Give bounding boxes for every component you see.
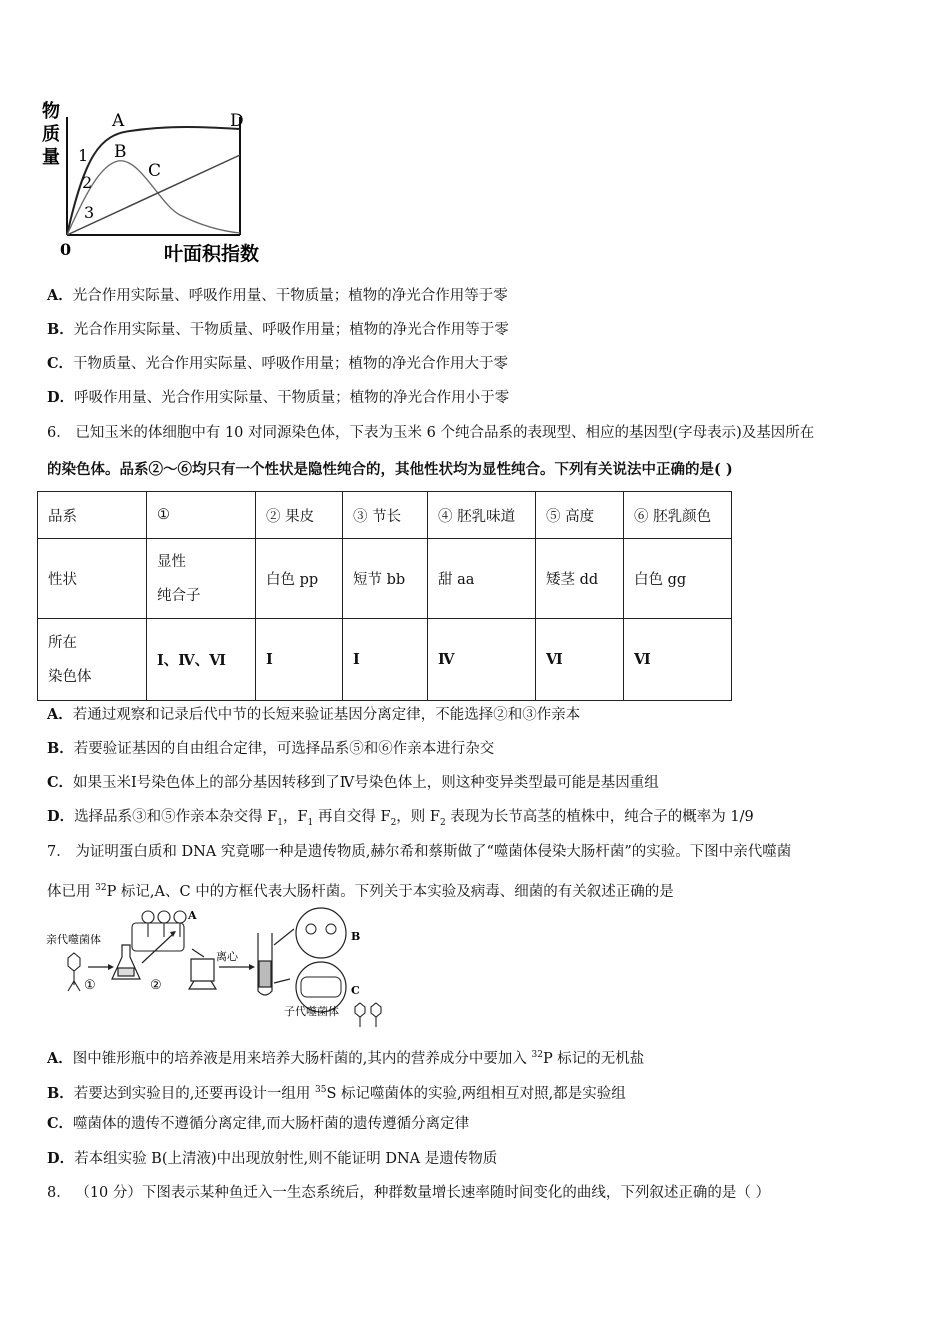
row-label-trait: 性状 xyxy=(38,539,147,619)
supernatant-b-icon xyxy=(296,908,346,958)
gene-table xyxy=(37,491,732,701)
q8-stem: 8． （10 分）下图表示某种鱼迁入一生态系统后，种群数量增长速率随时间变化的曲线，下列叙述正确的是（ ） xyxy=(47,1185,770,1201)
offspring-phage-icon xyxy=(355,1003,381,1027)
y-label-3: 量 xyxy=(42,147,60,168)
q5-option-b: B．光合作用实际量、干物质量、呼吸作用量；植物的净光合作用等于零 xyxy=(47,321,509,338)
phage-experiment-figure xyxy=(44,905,394,1030)
q5-option-a: A．光合作用实际量、呼吸作用量、干物质量；植物的净光合作用等于零 xyxy=(47,287,508,304)
chromosome-cell: Ⅵ xyxy=(624,619,732,701)
parent-phage-label: 亲代噬菌体 xyxy=(46,933,101,946)
q5-option-d: D．呼吸作用量、光合作用实际量、干物质量；植物的净光合作用小于零 xyxy=(47,389,510,406)
curve-label-2: 2 xyxy=(82,173,93,192)
point-a: A xyxy=(112,111,125,131)
header-cell: ① xyxy=(147,492,256,539)
chromosome-cell: Ⅰ xyxy=(256,619,343,701)
q5-option-c: C．干物质量、光合作用实际量、呼吸作用量；植物的净光合作用大于零 xyxy=(47,355,509,372)
header-cell: ② 果皮 xyxy=(256,492,343,539)
q7-option-c: C．噬菌体的遗传不遵循分离定律,而大肠杆菌的遗传遵循分离定律 xyxy=(47,1115,470,1132)
chromosome-cell: Ⅰ xyxy=(343,619,428,701)
centrifuge-tube-icon xyxy=(189,959,216,989)
q6-stem-line1: 6． 已知玉米的体细胞中有 10 对同源染色体，下表为玉米 6 个纯合品系的表现型、相应的基因型(字母表示)及基因所在 xyxy=(47,425,815,441)
arrow-6 xyxy=(274,979,290,983)
q7-option-b: B．若要达到实验目的,还要再设计一组用 $^{35}$S 标记噬菌体的实验,两组相互对照,都是实验组 xyxy=(47,1084,626,1102)
point-b: B xyxy=(114,142,127,162)
header-cell: ③ 节长 xyxy=(343,492,428,539)
label-c: C xyxy=(351,984,360,997)
test-tube-icon xyxy=(258,933,272,995)
y-label-2: 质 xyxy=(42,124,60,145)
table-row xyxy=(38,619,732,701)
trait-cell: 白色 gg xyxy=(624,539,732,619)
point-d: D xyxy=(230,111,244,131)
origin-label: 0 xyxy=(60,240,72,259)
chromosome-cell: Ⅵ xyxy=(536,619,624,701)
q7-stem-line1: 7． 为证明蛋白质和 DNA 究竟哪一种是遗传物质,赫尔希和蔡斯做了“噬菌体侵染大肠杆菌”的实验。下图中亲代噬菌 xyxy=(47,844,792,860)
parent-phage-icon xyxy=(68,953,80,991)
header-cell: ⑥ 胚乳颜色 xyxy=(624,492,732,539)
leaf-area-graph xyxy=(40,95,270,270)
trait-cell: 矮茎 dd xyxy=(536,539,624,619)
row-label-chromosome: 所在 染色体 xyxy=(38,619,147,701)
y-label-1: 物 xyxy=(42,101,60,122)
q6-option-d: D．选择品系③和⑤作亲本杂交得 $F_1$，$F_1$ 再自交得 $F_2$，则 $F_2$ 表现为长节高茎的植株中，纯合子的概率为 1/9 xyxy=(47,808,754,828)
flask-icon xyxy=(112,945,140,979)
q7-option-a: A．图中锥形瓶中的培养液是用来培养大肠杆菌的,其内的营养成分中要加入 $^{32}$P 标记的无机盐 xyxy=(47,1049,645,1067)
q6-option-a: A．若通过观察和记录后代中节的长短来验证基因分离定律，不能选择②和③作亲本 xyxy=(47,706,581,723)
table-row xyxy=(38,492,732,539)
centrifuge-label: 离心 xyxy=(216,950,238,963)
point-c: C xyxy=(148,161,162,181)
curve-label-1: 1 xyxy=(78,146,89,165)
trait-cell: 短节 bb xyxy=(343,539,428,619)
table-row xyxy=(38,539,732,619)
q6-option-b: B．若要验证基因的自由组合定律，可选择品系⑤和⑥作亲本进行杂交 xyxy=(47,740,495,757)
trait-cell: 显性 纯合子 xyxy=(147,539,256,619)
chromosome-cell: Ⅰ、Ⅳ、Ⅵ xyxy=(147,619,256,701)
q7-option-d: D．若本组实验 B(上清液)中出现放射性,则不能证明 DNA 是遗传物质 xyxy=(47,1150,498,1167)
label-b: B xyxy=(351,930,361,943)
bacterium-a-icon xyxy=(132,911,186,951)
step-2-label: ② xyxy=(150,978,162,993)
arrow-5 xyxy=(274,929,294,945)
offspring-phage-label: 子代噬菌体 xyxy=(284,1005,339,1018)
q6-option-c: C．如果玉米Ⅰ号染色体上的部分基因转移到了Ⅳ号染色体上，则这种变异类型最可能是基因重组 xyxy=(47,774,659,791)
curve-label-3: 3 xyxy=(84,203,95,222)
x-axis-label: 叶面积指数 xyxy=(164,243,260,265)
q6-stem-line2: 的染色体。品系②～⑥均只有一个性状是隐性纯合的，其他性状均为显性纯合。下列有关说法中正确的是( ) xyxy=(47,461,733,478)
chromosome-cell: Ⅳ xyxy=(428,619,536,701)
trait-cell: 甜 aa xyxy=(428,539,536,619)
arrow-2 xyxy=(142,935,172,963)
header-cell: ⑤ 高度 xyxy=(536,492,624,539)
arrow-3 xyxy=(192,949,204,957)
step-1-label: ① xyxy=(84,978,96,993)
row-label-lines: 品系 xyxy=(38,492,147,539)
label-a: A xyxy=(188,909,197,922)
q7-stem-line2: 体已用 $^{32}$P 标记,A、C 中的方框代表大肠杆菌。下列关于本实验及病毒、细菌的有关叙述正确的是 xyxy=(47,883,674,900)
trait-cell: 白色 pp xyxy=(256,539,343,619)
header-cell: ④ 胚乳味道 xyxy=(428,492,536,539)
